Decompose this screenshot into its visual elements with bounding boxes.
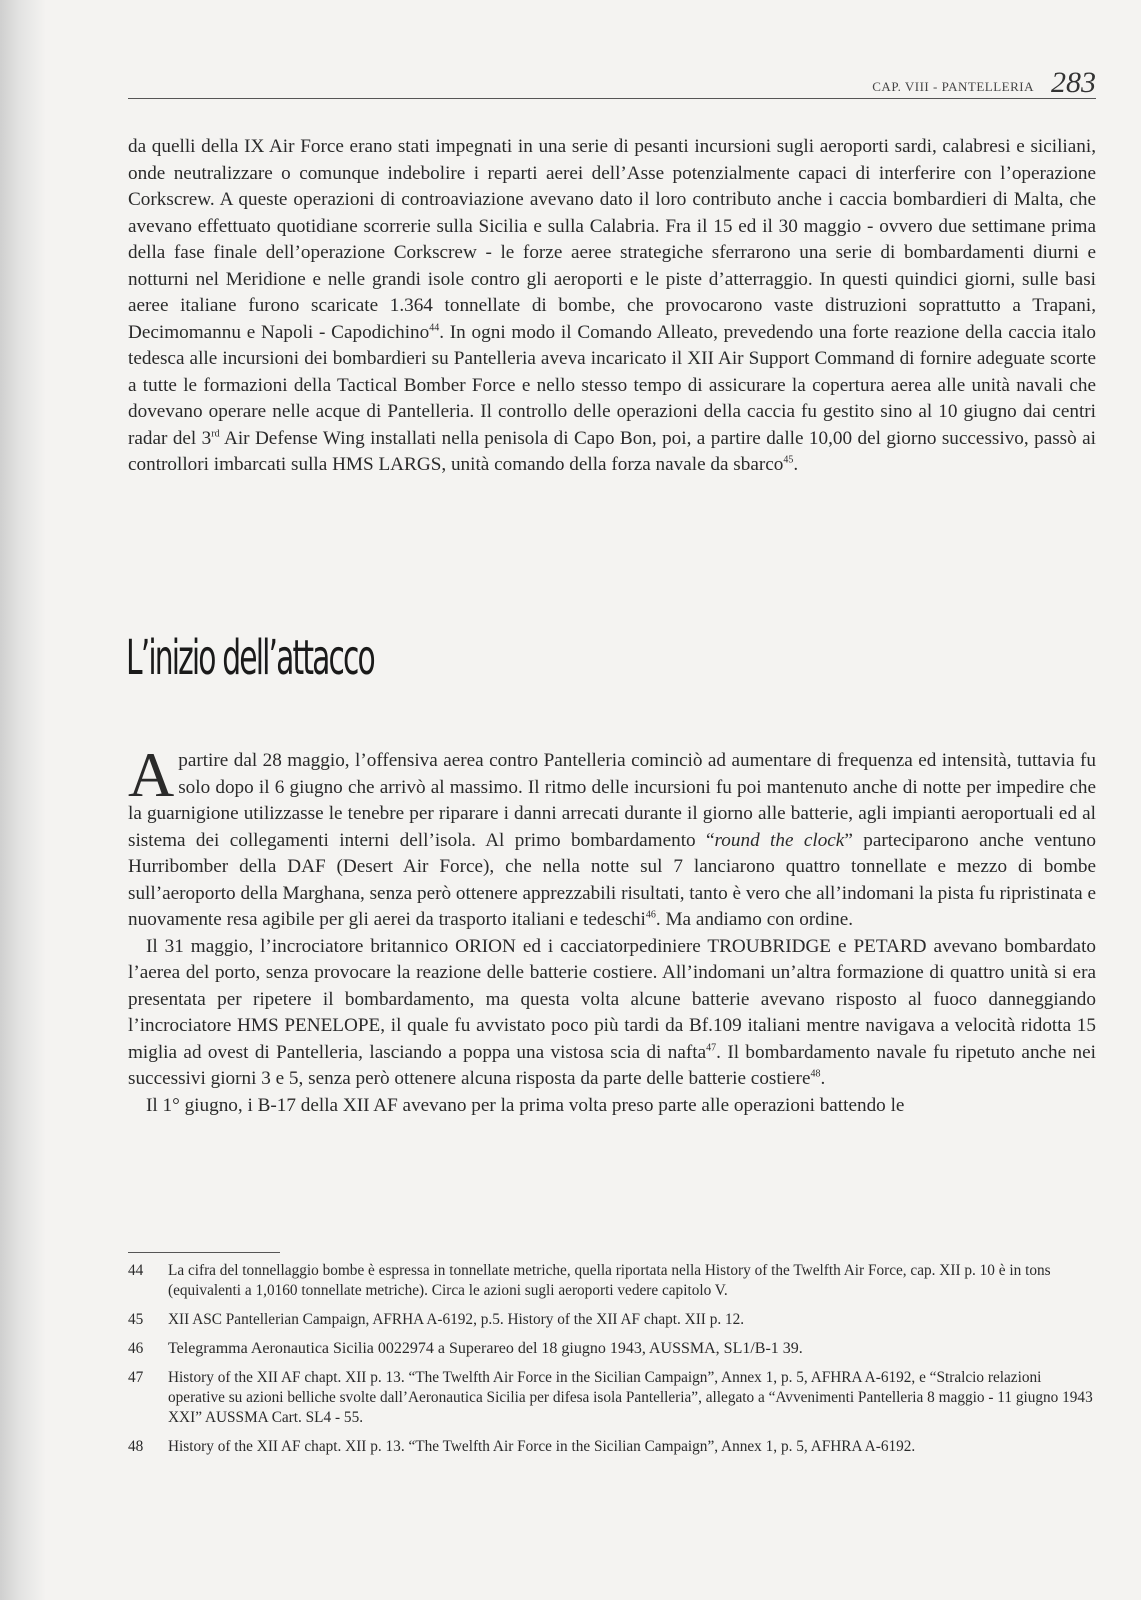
- footnote-number: 48: [128, 1438, 144, 1455]
- section-heading: L’inizio dell’attacco: [126, 630, 374, 686]
- footnote-text: XII ASC Pantellerian Campaign, AFRHA A-6192, p.5. History of the XII AF chapt. XII p. 12.: [168, 1311, 745, 1328]
- italic-phrase: round the clock: [714, 829, 845, 851]
- drop-cap: A: [128, 739, 175, 810]
- paragraph-1-text-b: . In ogni modo il Comando Alleato, prevedendo una forte reazione della caccia italo tedesca alle incursioni dei bombardieri su Pantelleria aveva incaricato il XII Air Support Command di fornire adeguate scorte a tutte le formazioni della Tactical Bomber Force e nello stesso tempo di assicurare la copertura aerea alle unità navali che dovevano operare nelle acque di Pantelleria. Il controllo delle operazioni della caccia fu gestito sino al 10 giugno dai centri radar del 3: [128, 321, 1096, 449]
- footnotes: [128, 1261, 1096, 1466]
- footnote-text: History of the XII AF chapt. XII p. 13. “The Twelfth Air Force in the Sicilian Campaign”, Annex 1, p. 5, AFHRA A-6192, e “Stralcio relazioni operative su azioni belliche svolte dall’Aeronautica Sicilia per difesa isola Pantelleria”, allegato a “Avvenimenti Pantelleria 8 maggio - 11 giugno 1943 XXI” AUSSMA Cart. SL4 - 55.: [168, 1369, 1093, 1426]
- paragraph-1-text-a: da quelli della IX Air Force erano stati impegnati in una serie di pesanti incursioni sugli aeroporti sardi, calabresi e siciliani, onde neutralizzare o comunque indebolire i reparti aerei dell’Asse potenzialmente capaci di interferire con l’operazione Corkscrew. A queste operazioni di controaviazione avevano dato il loro contributo anche i caccia bombardieri di Malta, che avevano effettuato quotidiane scorrerie sulla Sicilia e sulla Calabria. Fra il 15 ed il 30 maggio - ovvero due settimane prima della fase finale dell’operazione Corkscrew - le forze aeree strategiche sferrarono una serie di bombardamenti diurni e notturni nel Meridione e nelle grandi isole contro gli aeroporti e le piste d’atterraggio. In questi quindici giorni, sulle basi aeree italiane furono scaricate 1.364 tonnellate di bombe, che provocarono vaste distruzioni soprattutto a Trapani, Decimomannu e Napoli - Capodichino: [128, 136, 1096, 343]
- footnote-text: Telegramma Aeronautica Sicilia 0022974 a Superareo del 18 giugno 1943, AUSSMA, SL1/B-1 39.: [168, 1340, 803, 1357]
- paragraph-2-text-b: ” parteciparono anche ventuno Hurribomber della DAF (Desert Air Force), che nella notte sul 7 lanciarono quattro tonnellate e mezzo di bombe sull’aeroporto della Marghana, senza però ottenere apprezzabili risultati, tanto è vero che all’indomani la pista fu ripristinata e nuovamente resa agibile per gli aerei da trasporto italiani e tedeschi: [128, 829, 1096, 930]
- footnote-ref-48[interactable]: 48: [810, 1068, 821, 1080]
- footnote-ref-44[interactable]: 44: [429, 322, 440, 334]
- paragraph-1: [128, 134, 1096, 479]
- paragraph-4-text: Il 1° giugno, i B-17 della XII AF avevano per la prima volta preso parte alle operazioni battendo le: [146, 1094, 905, 1116]
- paragraph-2: [128, 739, 1096, 934]
- footnote-number: 46: [128, 1340, 144, 1357]
- section-body: [128, 739, 1096, 1119]
- footnote-divider: [128, 1252, 280, 1253]
- ordinal-suffix: rd: [211, 428, 220, 440]
- footnote-item: [128, 1339, 1096, 1359]
- footnote-text: History of the XII AF chapt. XII p. 13. “The Twelfth Air Force in the Sicilian Campaign”, Annex 1, p. 5, AFHRA A-6192.: [168, 1438, 916, 1455]
- paragraph-3-text-c: .: [820, 1068, 826, 1089]
- footnote-text: La cifra del tonnellaggio bombe è espressa in tonnellate metriche, quella riportata nella History of the Twelfth Air Force, cap. XII p. 10 è in tons (equivalenti a 1,0160 tonnellate metriche). Circa le azioni sugli aeroporti vedere capitolo V.: [168, 1262, 1051, 1299]
- footnote-item: [128, 1310, 1096, 1330]
- footnote-number: 47: [128, 1369, 144, 1386]
- page-header: [128, 64, 1096, 99]
- footnote-item: [128, 1437, 1096, 1457]
- page-number: 283: [1051, 66, 1096, 99]
- paragraph-2-text-a: partire dal 28 maggio, l’offensiva aerea contro Pantelleria cominciò ad aumentare di frequenza ed intensità, tuttavia fu solo dopo il 6 giugno che arrivò al massimo. Il ritmo delle incursioni fu poi mantenuto anche di notte per impedire che la guarnigione utilizzasse le tenebre per riparare i danni arrecati durante il giorno alle batterie, agli impianti aeroportuali ed al sistema dei collegamenti interni dell’isola. Al primo bombardamento “: [128, 750, 1096, 851]
- paragraph-1-text-c: Air Defense Wing installati nella penisola di Capo Bon, poi, a partire dalle 10,00 del giorno successivo, passò ai controllori imbarcati sulla HMS LARGS, unità comando della forza navale da sbarco: [128, 427, 1096, 475]
- paragraph-3: [128, 934, 1096, 1093]
- footnote-ref-46[interactable]: 46: [645, 909, 656, 921]
- footnote-item: [128, 1261, 1096, 1301]
- paragraph-1-text-d: .: [793, 454, 799, 475]
- footnote-ref-47[interactable]: 47: [706, 1042, 717, 1054]
- paragraph-3-text-a: Il 31 maggio, l’incrociatore britannico ORION ed i cacciatorpediniere TROUBRIDGE e PETARD avevano bombardato l’aerea del porto, senza provocare la reazione delle batterie costiere. All’indomani un’altra formazione di quattro unità si era presentata per ripetere il bombardamento, ma questa volta alcune batterie avevano risposto al fuoco danneggiando l’incrociatore HMS PENELOPE, il quale fu avvistato poco più tardi da Bf.109 italiani mentre navigava a velocità ridotta 15 miglia ad ovest di Pantelleria, lasciando a poppa una vistosa scia di nafta: [128, 935, 1096, 1063]
- footnote-ref-45[interactable]: 45: [783, 454, 794, 466]
- footnote-number: 45: [128, 1311, 144, 1328]
- footnote-item: [128, 1368, 1096, 1428]
- paragraph-4: [128, 1093, 1096, 1120]
- paragraph-3-text-b: . Il bombardamento navale fu ripetuto anche nei successivi giorni 3 e 5, senza però ottenere alcuna risposta da parte delle batterie costiere: [128, 1041, 1096, 1089]
- running-head: CAP. VIII - PANTELLERIA: [872, 79, 1034, 94]
- paragraph-2-text-c: . Ma andiamo con ordine.: [655, 909, 854, 930]
- binding-shadow: [0, 0, 46, 1600]
- footnote-number: 44: [128, 1262, 144, 1279]
